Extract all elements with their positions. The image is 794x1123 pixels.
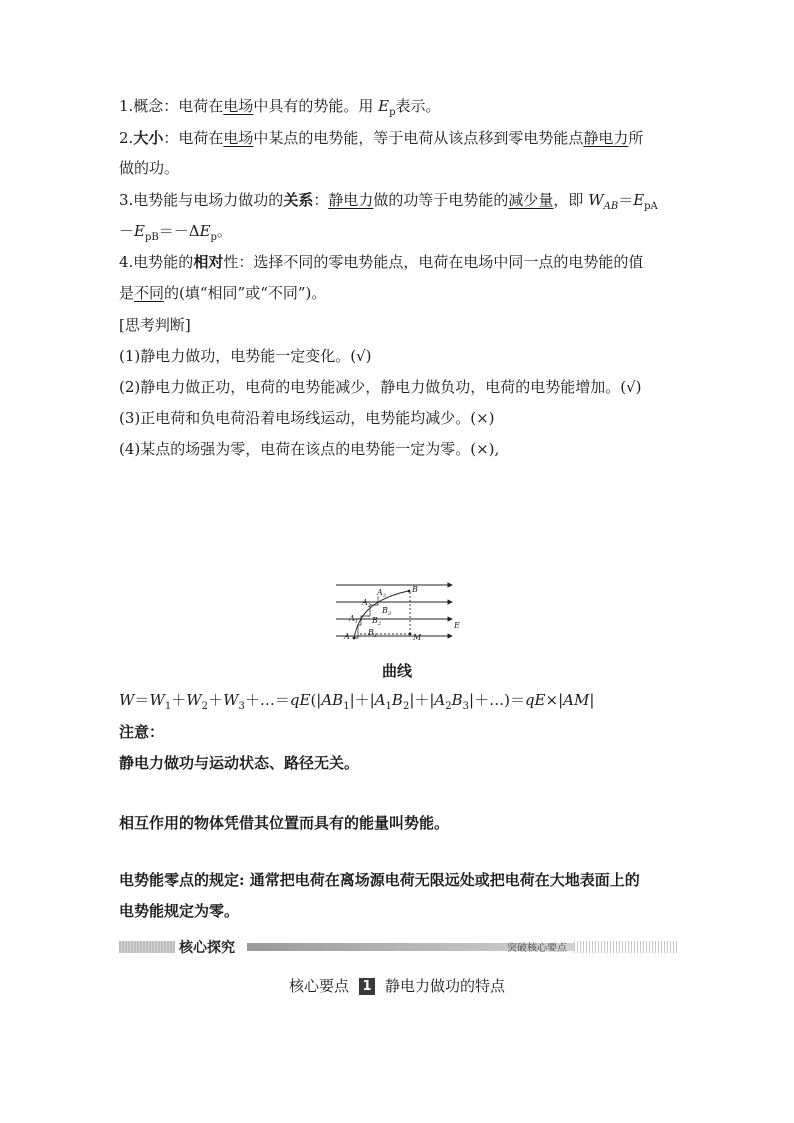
figure-caption: 曲线 (381, 662, 412, 680)
label-b3: $B_3$ (382, 606, 392, 617)
concept-line-3: 做的功。 (119, 159, 180, 177)
point-b (408, 590, 411, 593)
judge-title: [思考判断] (119, 316, 191, 334)
judge-item: (2)静电力做正功，电荷的电势能减少，静电力做负功，电荷的电势能增加。(√) (119, 378, 642, 396)
keypoint-label: 核心要点 (288, 977, 349, 995)
section-subtitle: 突破核心要点 (507, 943, 567, 954)
note-3-line-1: 电势能零点的规定: 通常把电荷在离场源电荷无限远处或把电荷在大地表面上的 (119, 871, 640, 889)
concept-line-7: 是不同的(填“相同”或“不同”)。 (119, 284, 327, 302)
band-decoration-right (574, 941, 679, 953)
underlined-term: 减少量 (508, 191, 554, 209)
label-a1: $A_1$ (349, 614, 358, 625)
concept-line-6: 4.电势能的相对性：选择不同的零电势能点，电荷在电场中同一点的电势能的值 (119, 253, 644, 271)
note-1: 静电力做功与运动状态、路径无关。 (119, 754, 360, 772)
label-a: A (344, 632, 350, 641)
keypoint-number-badge: 1 (359, 978, 375, 995)
underlined-term: 不同 (134, 284, 165, 302)
judge-item: (4)某点的场强为零，电荷在该点的电势能一定为零。(×), (119, 440, 500, 458)
keypoint-heading (0, 976, 794, 996)
concept-line-5: $-E_{pB}=-\Delta E_p$。 (119, 222, 232, 243)
underlined-term: 电场 (223, 129, 254, 147)
label-a2: $A_2$ (362, 598, 371, 609)
point-a (353, 637, 356, 640)
note-2: 相互作用的物体凭借其位置而具有的能量叫势能。 (119, 814, 450, 832)
electric-field-figure (330, 578, 470, 648)
underlined-term: 静电力 (328, 191, 374, 209)
keypoint-title: 静电力做功的特点 (385, 977, 506, 995)
point-m (409, 633, 412, 636)
label-m: M (413, 633, 422, 642)
section-header-band (119, 939, 679, 955)
label-b: B (412, 585, 418, 594)
concept-line-1: 1.概念：电荷在电场中具有的势能。用 $E_p$表示。 (119, 97, 441, 118)
underlined-term: 电场 (223, 97, 254, 115)
label-a3: $A_3$ (377, 588, 386, 599)
label-e: E (454, 621, 460, 630)
concept-line-2: 2.大小：电荷在电场中某点的电势能，等于电荷从该点移到零电势能点静电力所 (119, 129, 644, 147)
label-b2: $B_2$ (372, 616, 382, 627)
judge-item: (1)静电力做功，电势能一定变化。(√) (119, 347, 372, 365)
underlined-term: 静电力 (583, 129, 629, 147)
work-formula: $W=W_1+W_2+W_3+\dots=qE(|AB_1|+|A_1B_2|+|A_2B_3|+\dots)=qE\times|AM|$ (119, 691, 595, 712)
band-decoration-left (119, 941, 175, 953)
label-b1: $B_1$ (368, 628, 378, 639)
note-label: 注意： (119, 723, 165, 741)
note-3-line-2: 电势能规定为零。 (119, 902, 240, 920)
section-title: 核心探究 (179, 940, 235, 956)
judge-item: (3)正电荷和负电荷沿着电场线运动，电势能均减少。(×) (119, 409, 495, 427)
concept-line-4: 3.电势能与电场力做功的关系：静电力做的功等于电势能的减少量，即 $W_{AB}=E_{pA}$ (119, 191, 658, 212)
